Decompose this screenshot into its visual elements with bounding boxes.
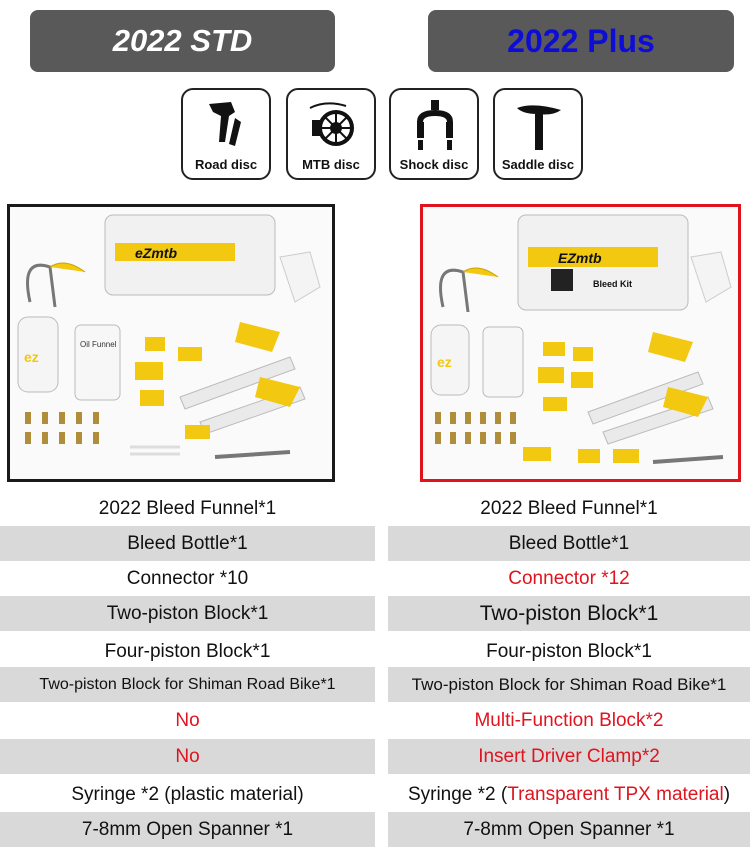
table-row bbox=[0, 526, 750, 561]
plus-header bbox=[428, 10, 734, 72]
plus-cell: Two-piston Block for Shiman Road Bike*1 bbox=[388, 667, 750, 702]
road-disc-label: Road disc bbox=[194, 157, 258, 172]
std-cell: Bleed Bottle*1 bbox=[0, 526, 375, 561]
road-brake-lever-icon bbox=[201, 98, 253, 152]
std-cell: Two-piston Block*1 bbox=[0, 596, 375, 631]
mtb-disc-badge bbox=[286, 88, 376, 180]
plus-cell: 7-8mm Open Spanner *1 bbox=[388, 812, 750, 847]
std-cell: No bbox=[175, 709, 200, 731]
plus-kit-label: Bleed Kit bbox=[593, 279, 633, 289]
table-row bbox=[0, 703, 750, 738]
std-cell: 2022 Bleed Funnel*1 bbox=[98, 497, 277, 519]
std-cell: Connector *10 bbox=[126, 567, 249, 589]
shock-disc-badge bbox=[389, 88, 479, 180]
plus-cell: Multi-Function Block*2 bbox=[474, 709, 664, 731]
svg-text:ez: ez bbox=[24, 349, 39, 365]
std-box-brand: eZmtb bbox=[135, 245, 177, 261]
plus-cell: Four-piston Block*1 bbox=[486, 640, 652, 662]
table-row bbox=[0, 777, 750, 812]
table-row bbox=[0, 667, 750, 702]
shock-disc-label: Shock disc bbox=[399, 157, 469, 172]
table-row bbox=[0, 812, 750, 847]
plus-syringe-suffix: ) bbox=[723, 783, 731, 805]
plus-cell bbox=[388, 777, 750, 812]
std-title: 2022 STD bbox=[112, 23, 253, 58]
mtb-disc-rotor-icon bbox=[306, 98, 358, 152]
plus-cell: 2022 Bleed Funnel*1 bbox=[480, 497, 658, 519]
road-disc-badge bbox=[181, 88, 271, 180]
plus-cell: Connector *12 bbox=[508, 567, 630, 589]
std-cell: Two-piston Block for Shiman Road Bike*1 bbox=[0, 667, 375, 702]
std-cell: 7-8mm Open Spanner *1 bbox=[0, 812, 375, 847]
plus-kit-photo bbox=[420, 204, 741, 482]
std-cell: Syringe *2 (plastic material) bbox=[71, 783, 304, 805]
plus-cell: Two-piston Block*1 bbox=[388, 596, 750, 631]
table-row bbox=[0, 596, 750, 631]
plus-cell: Insert Driver Clamp*2 bbox=[388, 739, 750, 774]
saddle-disc-badge bbox=[493, 88, 583, 180]
mtb-disc-label: MTB disc bbox=[302, 157, 360, 172]
std-kit-photo bbox=[7, 204, 335, 482]
std-cell: Four-piston Block*1 bbox=[104, 640, 271, 662]
std-kit-illustration bbox=[10, 207, 332, 479]
plus-syringe-prefix: Syringe *2 ( bbox=[407, 783, 508, 805]
suspension-fork-icon bbox=[409, 98, 461, 152]
plus-cell: Bleed Bottle*1 bbox=[388, 526, 750, 561]
plus-title: 2022 Plus bbox=[507, 22, 655, 59]
application-icons bbox=[181, 88, 591, 184]
saddle-disc-label: Saddle disc bbox=[501, 157, 575, 172]
table-row bbox=[0, 634, 750, 669]
table-row bbox=[0, 561, 750, 596]
plus-box-brand: EZmtb bbox=[558, 250, 602, 266]
saddle-seatpost-icon bbox=[513, 98, 565, 152]
std-header bbox=[30, 10, 335, 72]
svg-text:ez: ez bbox=[437, 354, 452, 370]
plus-kit-illustration bbox=[423, 207, 738, 479]
plus-syringe-material: Transparent TPX material bbox=[507, 783, 724, 805]
table-row bbox=[0, 491, 750, 526]
std-cell: No bbox=[0, 739, 375, 774]
table-row bbox=[0, 739, 750, 774]
std-funnel-label: Oil Funnel bbox=[80, 340, 117, 349]
